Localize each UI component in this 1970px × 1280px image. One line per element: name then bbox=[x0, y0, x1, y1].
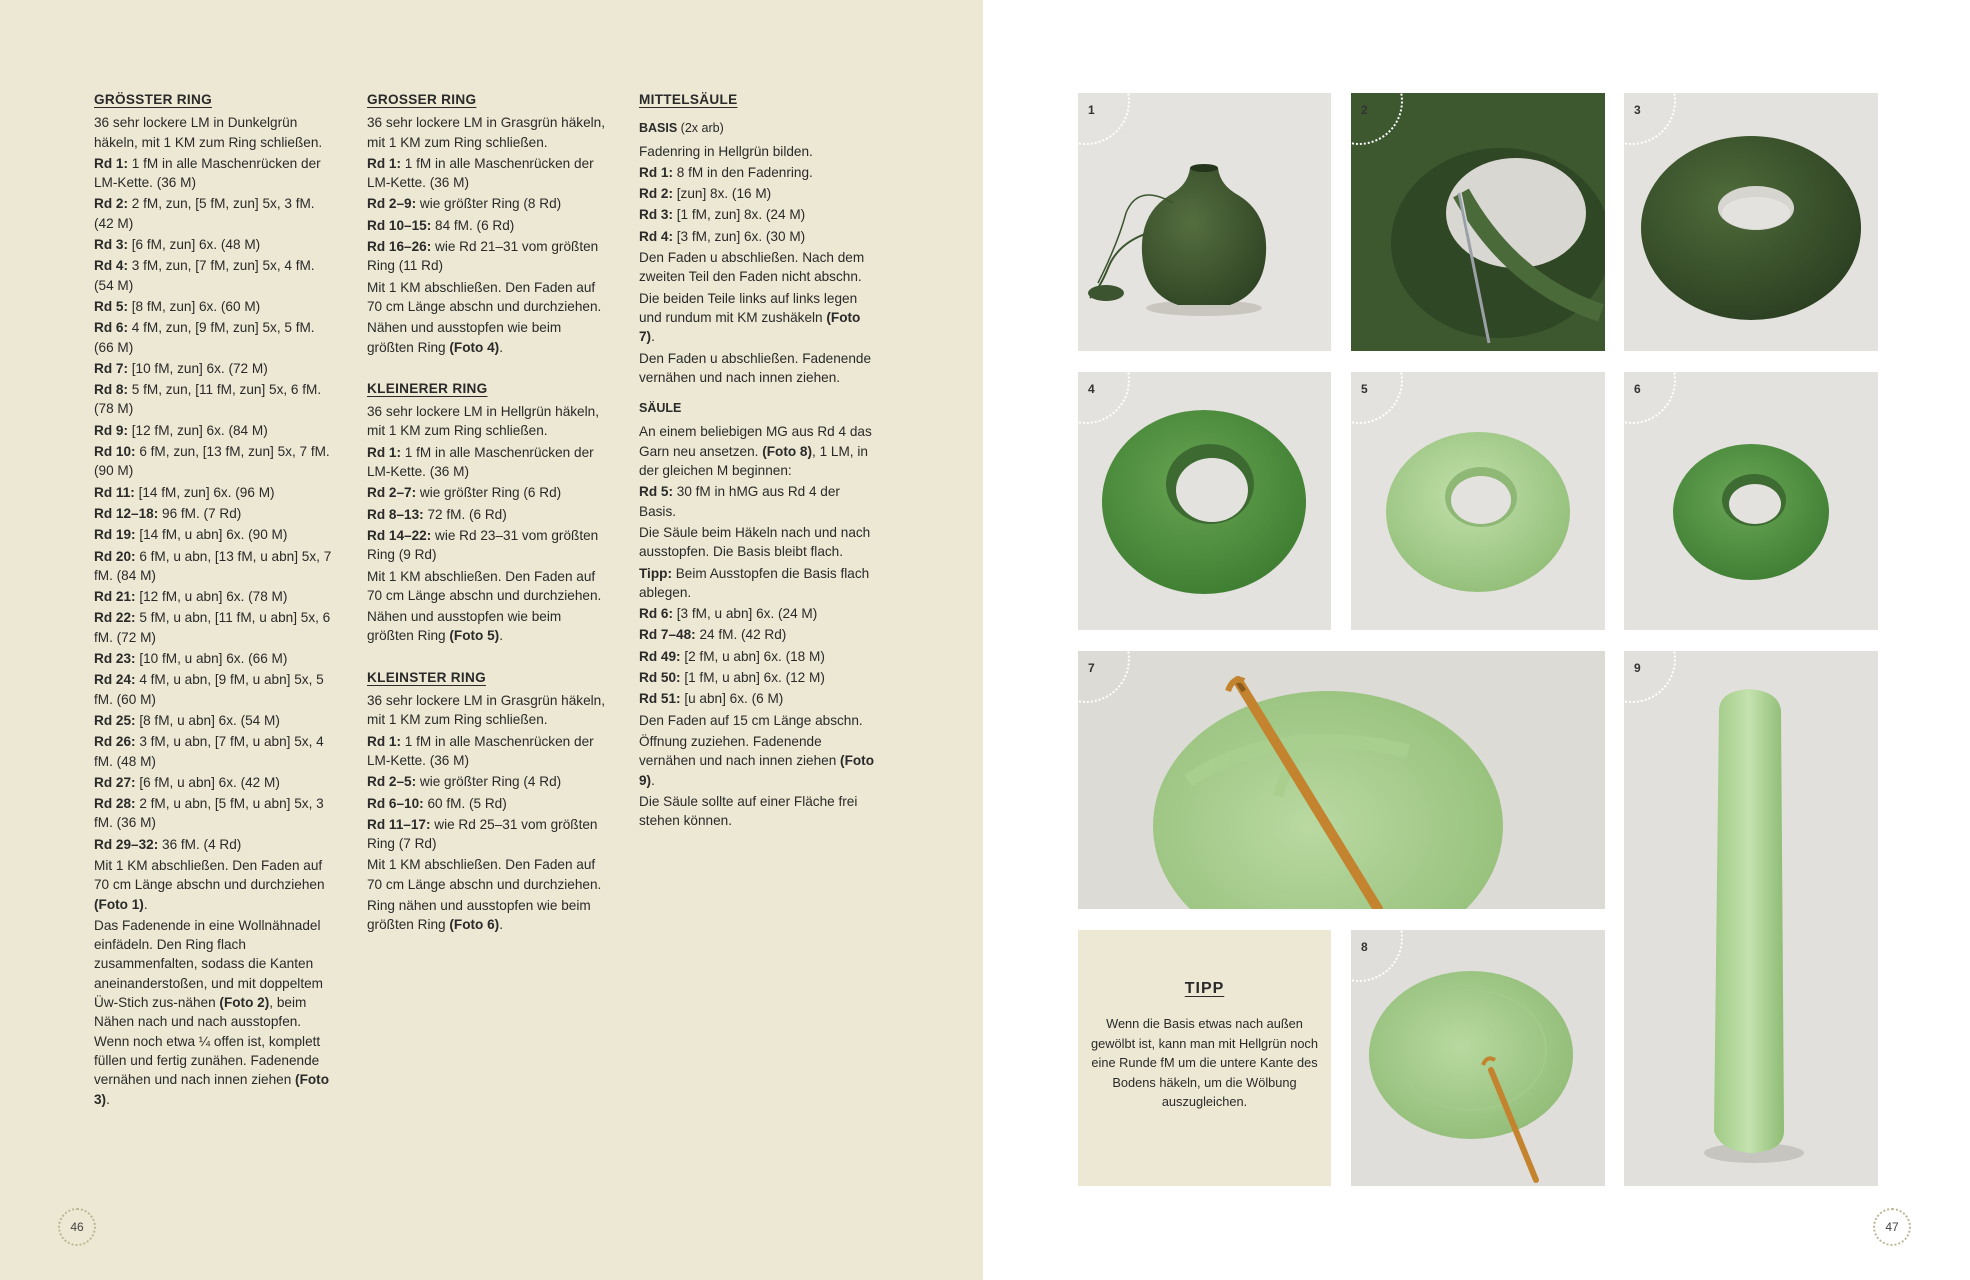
instruction-text: Fadenring in Hellgrün bilden. bbox=[639, 143, 813, 159]
photo-number: 2 bbox=[1361, 103, 1368, 117]
round-label: Rd 4: bbox=[639, 228, 673, 244]
round-label: Rd 2: bbox=[94, 196, 128, 212]
page-number-left: 46 bbox=[58, 1208, 96, 1246]
column-groesster-ring bbox=[94, 90, 334, 1111]
instruction-line bbox=[94, 649, 334, 668]
instruction-line bbox=[94, 154, 334, 193]
round-label: Rd 7: bbox=[94, 360, 128, 376]
instruction-text: Mit 1 KM abschließen. Den Faden auf 70 cm Länge abschn und durchziehen. bbox=[367, 568, 602, 603]
photo-6 bbox=[1624, 372, 1878, 630]
paragraph-text: Die beiden Teile links auf links legen und rundum mit KM zushäkeln bbox=[639, 290, 858, 325]
round-label: Rd 2–5: bbox=[367, 774, 417, 790]
round-label: Rd 50: bbox=[639, 670, 681, 686]
round-label: Rd 1: bbox=[367, 155, 401, 171]
instruction-line bbox=[94, 483, 334, 502]
round-label: Rd 23: bbox=[94, 651, 136, 667]
instruction-text: [3 fM, u abn] 6x. (24 M) bbox=[672, 606, 818, 622]
instruction-text: wie Rd 23–31 vom größten Ring (9 Rd) bbox=[367, 527, 599, 563]
instruction-line bbox=[94, 670, 334, 709]
paragraph-text: , 1 LM, in der gleichen M beginnen: bbox=[639, 443, 868, 479]
instruction-text: 3 fM, zun, [7 fM, zun] 5x, 4 fM. (54 M) bbox=[94, 258, 315, 293]
round-label: Rd 14–22: bbox=[367, 527, 432, 543]
column-photo bbox=[1624, 651, 1878, 1186]
instruction-text: Den Faden auf 15 cm Länge abschn. bbox=[639, 712, 863, 728]
round-label: Rd 6: bbox=[639, 606, 673, 622]
instruction-text: [zun] 8x. (16 M) bbox=[672, 186, 772, 202]
instruction-line bbox=[367, 402, 607, 441]
round-label: Rd 16–26: bbox=[367, 239, 432, 255]
instruction-line bbox=[94, 194, 334, 233]
instruction-line bbox=[94, 256, 334, 295]
round-label: Rd 8: bbox=[94, 382, 128, 398]
instruction-line bbox=[94, 732, 334, 771]
instruction-line bbox=[367, 794, 607, 813]
photo-ref: (Foto 9) bbox=[639, 753, 875, 788]
instruction-text: Die Säule beim Häkeln nach und nach ausstopfen. Die Basis bleibt flach. bbox=[639, 524, 871, 560]
paragraph: Das Fadenende in eine Wollnähnadel einfädeln. Den Ring flach zusammenfalten, sodass die Kanten aneinanderstoßen, und mit doppeltem Üw-Stich zus-nähen (Foto 2), beim Nähen nach und nach ausstopfen. Wenn noch etwa ¼ offen ist, komplett füllen und fertig zunähen. Fadenende vernähen und nach innen ziehen (Foto 3). bbox=[94, 917, 330, 1107]
instruction-line bbox=[639, 248, 879, 287]
instruction-text: [1 fM, zun] 8x. (24 M) bbox=[672, 207, 806, 223]
instruction-text: 5 fM, u abn, [11 fM, u abn] 5x, 6 fM. (72 M) bbox=[94, 610, 331, 645]
round-label: Rd 2–7: bbox=[367, 485, 417, 501]
round-label: Rd 3: bbox=[94, 237, 128, 253]
paragraph: Nähen und ausstopfen wie beim größten Ring (Foto 4). bbox=[367, 320, 562, 355]
section-title: MITTELSÄULE bbox=[639, 92, 738, 107]
photo-ref: (Foto 6) bbox=[449, 917, 500, 933]
round-label: Rd 8–13: bbox=[367, 506, 424, 522]
round-label: Rd 4: bbox=[94, 258, 128, 274]
instruction-line bbox=[94, 504, 334, 523]
photo-number: 3 bbox=[1634, 103, 1641, 117]
round-label: Rd 26: bbox=[94, 734, 136, 750]
instruction-text: [10 fM, zun] 6x. (72 M) bbox=[127, 360, 268, 376]
round-label: Rd 24: bbox=[94, 672, 136, 688]
instruction-text: 1 fM in alle Maschenrücken der LM-Kette. (36 M) bbox=[367, 444, 594, 480]
instruction-line bbox=[94, 773, 334, 792]
instruction-text: 4 fM, zun, [9 fM, zun] 5x, 5 fM. (66 M) bbox=[94, 320, 315, 355]
paragraph-text: Nähen und ausstopfen wie beim größten Ring bbox=[367, 609, 562, 644]
tip-box bbox=[1078, 930, 1331, 1186]
instruction-line bbox=[367, 855, 607, 894]
instruction-text: wie Rd 21–31 vom größten Ring (11 Rd) bbox=[367, 239, 599, 274]
instruction-text: wie größter Ring (8 Rd) bbox=[416, 196, 562, 212]
instruction-text: [14 fM, u abn] 6x. (90 M) bbox=[135, 527, 288, 543]
instruction-line bbox=[94, 380, 334, 419]
round-label: Rd 22: bbox=[94, 610, 136, 626]
instruction-text: 1 fM in alle Maschenrücken der LM-Kette. (36 M) bbox=[367, 733, 594, 768]
photo-1 bbox=[1078, 93, 1331, 351]
section-title: KLEINSTER RING bbox=[367, 669, 486, 685]
instruction-line bbox=[94, 794, 334, 833]
instruction-line bbox=[367, 154, 607, 193]
instruction-text: [6 fM, zun] 6x. (48 M) bbox=[127, 237, 261, 253]
instruction-line bbox=[367, 278, 607, 317]
instruction-text: [12 fM, zun] 6x. (84 M) bbox=[127, 422, 268, 438]
photo-number: 1 bbox=[1088, 103, 1095, 117]
instruction-text: [3 fM, zun] 6x. (30 M) bbox=[672, 228, 806, 244]
round-label: Rd 2: bbox=[639, 186, 673, 202]
instruction-line bbox=[639, 668, 879, 687]
instruction-line bbox=[367, 772, 607, 791]
instruction-text: [10 fM, u abn] 6x. (66 M) bbox=[135, 651, 288, 667]
instruction-line bbox=[367, 194, 607, 213]
paragraph: Die Säule sollte auf einer Fläche frei stehen können. bbox=[639, 793, 858, 829]
instruction-line bbox=[639, 227, 879, 246]
instruction-text: [14 fM, zun] 6x. (96 M) bbox=[134, 484, 275, 500]
instruction-text: 96 fM. (7 Rd) bbox=[158, 505, 242, 521]
paragraph bbox=[639, 422, 879, 480]
photo-8 bbox=[1351, 930, 1605, 1186]
paragraph-text: Öffnung zuziehen. Fadenende vernähen und nach innen ziehen bbox=[639, 733, 841, 769]
section-title: GROSSER RING bbox=[367, 92, 477, 107]
instruction-text: [8 fM, u abn] 6x. (54 M) bbox=[135, 712, 280, 728]
instruction-line bbox=[94, 113, 334, 152]
instruction-text: 72 fM. (6 Rd) bbox=[423, 506, 507, 522]
photo-number: 5 bbox=[1361, 382, 1368, 396]
instruction-text: [1 fM, u abn] 6x. (12 M) bbox=[680, 670, 825, 686]
round-label: Rd 5: bbox=[639, 484, 673, 500]
instruction-line bbox=[94, 421, 334, 440]
round-label: Rd 3: bbox=[639, 207, 673, 223]
round-label: Rd 11–17: bbox=[367, 816, 431, 832]
instruction-line bbox=[367, 443, 607, 482]
photo-3 bbox=[1624, 93, 1878, 351]
instruction-line bbox=[639, 564, 879, 603]
instruction-line bbox=[639, 711, 879, 730]
instruction-line bbox=[367, 505, 607, 524]
instruction-text: 60 fM. (5 Rd) bbox=[423, 795, 507, 811]
paragraph-text: Ring nähen und ausstopfen wie beim größten Ring bbox=[367, 897, 591, 933]
instruction-line bbox=[639, 142, 879, 161]
photo-number: 9 bbox=[1634, 661, 1641, 675]
instruction-text: 1 fM in alle Maschenrücken der LM-Kette. (36 M) bbox=[367, 155, 594, 191]
photo-7 bbox=[1078, 651, 1605, 909]
instruction-line bbox=[639, 482, 879, 521]
photo-4 bbox=[1078, 372, 1331, 630]
subsection-label: BASIS bbox=[639, 121, 678, 136]
round-label: Tipp: bbox=[639, 565, 672, 581]
instruction-text: 30 fM in hMG aus Rd 4 der Basis. bbox=[639, 484, 840, 519]
instruction-text: 3 fM, u abn, [7 fM, u abn] 5x, 4 fM. (48 M) bbox=[94, 734, 324, 769]
round-label: Rd 11: bbox=[94, 484, 135, 500]
instruction-text: Den Faden u abschließen. Nach dem zweiten Teil den Faden nicht abschn. bbox=[639, 250, 865, 285]
instruction-line bbox=[94, 235, 334, 254]
instruction-text: 2 fM, u abn, [5 fM, u abn] 5x, 3 fM. (36 M) bbox=[94, 796, 324, 831]
photo-number: 6 bbox=[1634, 382, 1641, 396]
instruction-line bbox=[367, 483, 607, 502]
instruction-text: [u abn] 6x. (6 M) bbox=[680, 691, 784, 707]
instruction-line bbox=[94, 608, 334, 647]
instruction-line bbox=[94, 835, 334, 854]
round-label: Rd 1: bbox=[94, 155, 128, 171]
photo-5 bbox=[1351, 372, 1605, 630]
round-label: Rd 6: bbox=[94, 320, 128, 336]
round-label: Rd 9: bbox=[94, 422, 128, 438]
subsection-note: (2x arb) bbox=[677, 121, 724, 136]
paragraph: Ring nähen und ausstopfen wie beim größten Ring (Foto 6). bbox=[367, 897, 591, 933]
instruction-line bbox=[367, 567, 607, 606]
subsection-title bbox=[639, 119, 879, 138]
instruction-text: wie größter Ring (6 Rd) bbox=[416, 485, 562, 501]
instruction-text: [2 fM, u abn] 6x. (18 M) bbox=[680, 648, 825, 664]
round-label: Rd 28: bbox=[94, 796, 136, 812]
instruction-text: 36 sehr lockere LM in Dunkelgrün häkeln, mit 1 KM zum Ring schließen. bbox=[94, 115, 323, 150]
round-label: Rd 2–9: bbox=[367, 196, 417, 212]
instruction-line bbox=[367, 691, 607, 730]
subsection-title: SÄULE bbox=[639, 401, 682, 416]
instruction-line bbox=[94, 547, 334, 586]
instruction-line bbox=[94, 711, 334, 730]
instruction-text: [8 fM, zun] 6x. (60 M) bbox=[127, 298, 261, 314]
photo-ref: (Foto 4) bbox=[449, 339, 500, 355]
instruction-line bbox=[94, 587, 334, 606]
instruction-line bbox=[367, 526, 607, 565]
photo-number: 4 bbox=[1088, 382, 1095, 396]
round-label: Rd 25: bbox=[94, 712, 136, 728]
paragraph-text: An einem beliebigen MG aus Rd 4 das Garn neu ansetzen. bbox=[639, 424, 872, 459]
round-label: Rd 7–48: bbox=[639, 627, 696, 643]
photo-ref: (Foto 8) bbox=[762, 443, 813, 459]
instruction-line bbox=[367, 113, 607, 152]
section-title: KLEINERER RING bbox=[367, 380, 488, 396]
instruction-line bbox=[94, 318, 334, 357]
round-label: Rd 1: bbox=[367, 444, 401, 460]
round-label: Rd 27: bbox=[94, 774, 136, 790]
round-label: Rd 20: bbox=[94, 548, 136, 564]
round-label: Rd 21: bbox=[94, 589, 136, 605]
round-label: Rd 51: bbox=[639, 691, 681, 707]
hook-closeup-photo bbox=[1078, 651, 1605, 909]
round-label: Rd 10: bbox=[94, 444, 136, 460]
tip-title: TIPP bbox=[1184, 980, 1225, 997]
round-label: Rd 29–32: bbox=[94, 836, 159, 852]
round-label: Rd 19: bbox=[94, 527, 136, 543]
instruction-line bbox=[367, 815, 607, 854]
instruction-text: [6 fM, u abn] 6x. (42 M) bbox=[135, 774, 280, 790]
instruction-line bbox=[367, 216, 607, 235]
instruction-text: 8 fM in den Fadenring. bbox=[672, 164, 813, 180]
instruction-text: Beim Ausstopfen die Basis flach ablegen. bbox=[639, 565, 870, 600]
instruction-line bbox=[639, 163, 879, 182]
paragraph-text: Mit 1 KM abschließen. Den Faden auf 70 cm Länge abschn und durchziehen bbox=[94, 857, 325, 893]
round-label: Rd 1: bbox=[639, 164, 673, 180]
photo-number: 7 bbox=[1088, 661, 1095, 675]
paragraph-text: Das Fadenende in eine Wollnähnadel einfädeln. Den Ring flach zusammenfalten, sodass die Kanten aneinanderstoßen, und mit doppeltem Üw-Stich zus-nähen bbox=[94, 917, 323, 1011]
paragraph: Nähen und ausstopfen wie beim größten Ring (Foto 5). bbox=[367, 609, 562, 644]
instruction-line bbox=[639, 604, 879, 623]
instruction-text: 36 sehr lockere LM in Grasgrün häkeln, mit 1 KM zum Ring schließen. bbox=[367, 115, 606, 150]
paragraph: Mit 1 KM abschließen. Den Faden auf 70 cm Länge abschn und durchziehen (Foto 1). bbox=[94, 857, 325, 912]
instruction-text: 6 fM, zun, [13 fM, zun] 5x, 7 fM. (90 M) bbox=[94, 444, 330, 479]
instruction-line bbox=[94, 297, 334, 316]
photo-ref: (Foto 1) bbox=[94, 896, 144, 912]
instruction-text: 6 fM, u abn, [13 fM, u abn] 5x, 7 fM. (84 M) bbox=[94, 548, 332, 583]
instruction-text: 4 fM, u abn, [9 fM, u abn] 5x, 5 fM. (60 M) bbox=[94, 672, 324, 707]
paragraph: Öffnung zuziehen. Fadenende vernähen und nach innen ziehen (Foto 9). bbox=[639, 733, 875, 788]
instruction-text: 24 fM. (42 Rd) bbox=[695, 627, 787, 643]
instruction-line bbox=[639, 689, 879, 708]
instruction-text: Mit 1 KM abschließen. Den Faden auf 70 cm Länge abschn und durchziehen. bbox=[367, 279, 602, 314]
instruction-line bbox=[94, 442, 334, 481]
instruction-line bbox=[639, 647, 879, 666]
instruction-line bbox=[94, 359, 334, 378]
instruction-text: 5 fM, zun, [11 fM, zun] 5x, 6 fM. (78 M) bbox=[94, 382, 322, 417]
round-label: Rd 49: bbox=[639, 648, 681, 664]
instruction-line bbox=[639, 205, 879, 224]
round-label: Rd 5: bbox=[94, 298, 128, 314]
instruction-text: wie größter Ring (4 Rd) bbox=[416, 774, 562, 790]
instruction-text: 36 fM. (4 Rd) bbox=[158, 836, 242, 852]
paragraph-text: Nähen und ausstopfen wie beim größten Ring bbox=[367, 320, 562, 355]
photo-ref: (Foto 5) bbox=[449, 628, 500, 644]
instruction-text: Mit 1 KM abschließen. Den Faden auf 70 cm Länge abschn und durchziehen. bbox=[367, 857, 602, 892]
photo-ref: (Foto 2) bbox=[219, 995, 270, 1011]
paragraph: Die beiden Teile links auf links legen und rundum mit KM zushäkeln (Foto 7). bbox=[639, 290, 861, 345]
round-label: Rd 6–10: bbox=[367, 795, 424, 811]
instruction-text: 1 fM in alle Maschenrücken der LM-Kette. (36 M) bbox=[94, 155, 321, 191]
instruction-text: 2 fM, zun, [5 fM, zun] 5x, 3 fM. (42 M) bbox=[94, 196, 315, 231]
instruction-line bbox=[639, 625, 879, 644]
photo-2 bbox=[1351, 93, 1605, 351]
instruction-text: 36 sehr lockere LM in Hellgrün häkeln, mit 1 KM zum Ring schließen. bbox=[367, 404, 599, 439]
instruction-text: [12 fM, u abn] 6x. (78 M) bbox=[135, 589, 288, 605]
photo-9 bbox=[1624, 651, 1878, 1186]
column-rings bbox=[367, 90, 607, 937]
photo-ref: (Foto 7) bbox=[639, 309, 861, 345]
instruction-text: wie Rd 25–31 vom größten Ring (7 Rd) bbox=[367, 816, 598, 852]
photo-ref: (Foto 3) bbox=[94, 1072, 330, 1107]
paragraph: Den Faden u abschließen. Fadenende vernähen und nach innen ziehen. bbox=[639, 350, 872, 385]
page-number-right: 47 bbox=[1873, 1208, 1911, 1246]
column-mittelsaeule bbox=[639, 90, 879, 832]
photo-number: 8 bbox=[1361, 940, 1368, 954]
left-page bbox=[0, 0, 983, 1280]
instruction-text: 36 sehr lockere LM in Grasgrün häkeln, mit 1 KM zum Ring schließen. bbox=[367, 693, 606, 728]
paragraph-text: , beim Nähen nach und nach ausstopfen. Wenn noch etwa ¼ offen ist, komplett füllen und fertig zunähen. Fadenende vernähen und nach innen ziehen bbox=[94, 995, 321, 1088]
round-label: Rd 12–18: bbox=[94, 505, 159, 521]
instruction-line bbox=[94, 525, 334, 544]
round-label: Rd 10–15: bbox=[367, 217, 432, 233]
instruction-line bbox=[367, 732, 607, 771]
instruction-line bbox=[367, 237, 607, 276]
instruction-line bbox=[639, 523, 879, 562]
instruction-line bbox=[639, 184, 879, 203]
instruction-text: 84 fM. (6 Rd) bbox=[431, 217, 515, 233]
section-title: GRÖSSTER RING bbox=[94, 92, 212, 107]
tip-text: Wenn die Basis etwas nach außen gewölbt ist, kann man mit Hellgrün noch eine Runde fM um die untere Kante des Bodens häkeln, um die Wölbung auszugleichen. bbox=[1091, 1016, 1318, 1110]
round-label: Rd 1: bbox=[367, 733, 401, 749]
